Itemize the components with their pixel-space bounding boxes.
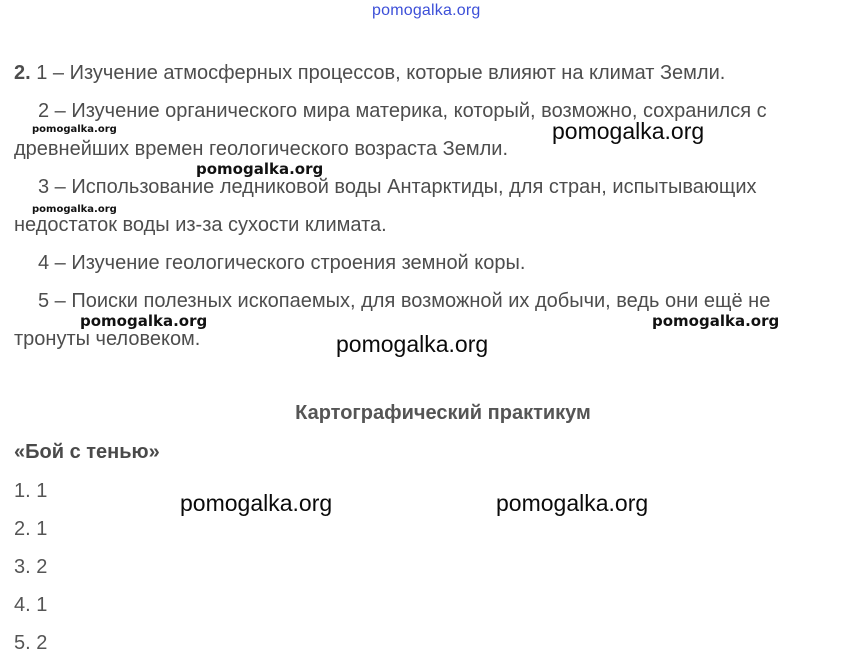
task-number: 2.	[14, 62, 31, 84]
task-item-5-line-1: 5 – Поиски полезных ископаемых, для возможной их добычи, ведь они ещё не	[38, 290, 771, 312]
answer-item: 3. 2	[14, 556, 48, 578]
answer-item: 5. 2	[14, 632, 48, 654]
watermark: pomogalka.org	[32, 124, 117, 135]
watermark: pomogalka.org	[496, 490, 649, 516]
task-item-1-text: 1 – Изучение атмосферных процессов, которые влияют на климат Земли.	[36, 62, 726, 84]
task-item-2-line-1: 2 – Изучение органического мира материка, который, возможно, сохранился с	[38, 100, 767, 122]
watermark: pomogalka.org	[180, 490, 333, 516]
answer-item: 4. 1	[14, 594, 48, 616]
section-title: Картографический практикум	[295, 402, 591, 424]
task-item-5-line-2: тронуты человеком.	[14, 328, 201, 350]
task-item-3-line-2: недостаток воды из-за сухости климата.	[14, 214, 387, 236]
watermark: pomogalka.org	[80, 312, 208, 330]
watermark: pomogalka.org	[652, 312, 780, 330]
watermark: pomogalka.org	[552, 118, 705, 144]
watermark-top[interactable]: pomogalka.org	[372, 2, 481, 19]
watermark: pomogalka.org	[196, 160, 324, 178]
task-item-3-line-1: 3 – Использование ледниковой воды Антарктиды, для стран, испытывающих	[38, 176, 757, 198]
answer-item: 2. 1	[14, 518, 48, 540]
practicum-subtitle: «Бой с тенью»	[14, 441, 160, 463]
watermark: pomogalka.org	[32, 204, 117, 215]
watermark: pomogalka.org	[336, 331, 489, 357]
task-item-2-line-2: древнейших времен геологического возраста Земли.	[14, 138, 509, 160]
task-item-1	[14, 61, 725, 85]
task-item-4: 4 – Изучение геологического строения земной коры.	[38, 252, 526, 274]
answer-item: 1. 1	[14, 480, 48, 502]
